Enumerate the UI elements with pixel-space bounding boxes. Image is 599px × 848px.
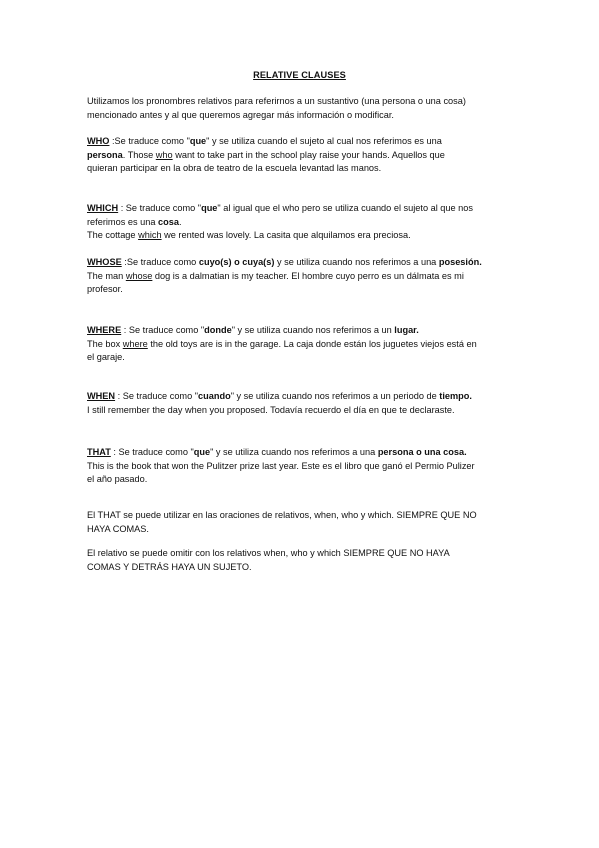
note-1-line-2: HAYA COMAS. (87, 523, 149, 534)
whose-line-1: WHOSE :Se traduce como cuyo(s) o cuya(s) y se utiliza cuando nos referimos a una posesión. (87, 257, 482, 267)
who-line-3: quieran participar en la obra de teatro de la escuela levantad las manos. (87, 163, 382, 174)
whose-section (87, 256, 517, 297)
that-keyword: THAT (87, 447, 111, 457)
where-keyword: WHERE (87, 325, 122, 335)
who-line-1: WHO :Se traduce como "que" y se utiliza cuando el sujeto al cual nos referimos es una (87, 136, 442, 146)
whose-line-3: profesor. (87, 284, 123, 295)
intro-paragraph (87, 95, 517, 122)
when-line-2: I still remember the day when you proposed. Todavía recuerdo el día en que te declaraste. (87, 404, 455, 415)
which-line-3: The cottage which we rented was lovely. La casita que alquilamos era preciosa. (87, 230, 411, 241)
who-keyword: WHO (87, 136, 110, 146)
when-section (87, 390, 517, 417)
who-line-2: persona. Those who want to take part in the school play raise your hands. Aquellos que (87, 149, 445, 160)
which-keyword: WHICH (87, 203, 119, 213)
that-line-2: This is the book that won the Pulitzer prize last year. Este es el libro que ganó el Permio Pulizer (87, 460, 475, 471)
intro-line-1: Utilizamos los pronombres relativos para referirnos a un sustantivo (una persona o una cosa) (87, 96, 466, 106)
which-line-1: WHICH : Se traduce como "que" al igual que el who pero se utiliza cuando el sujeto al que nos (87, 203, 473, 213)
where-line-1: WHERE : Se traduce como "donde" y se utiliza cuando nos referimos a un lugar. (87, 325, 419, 335)
note-1-line-1: El THAT se puede utilizar en las oraciones de relativos, when, who y which. SIEMPRE QUE NO (87, 510, 477, 520)
who-section (87, 135, 517, 176)
that-line-1: THAT : Se traduce como "que" y se utiliza cuando nos referimos a una persona o una cosa. (87, 447, 467, 457)
note-that-usage (87, 509, 517, 536)
whose-keyword: WHOSE (87, 257, 122, 267)
note-2-line-2: COMAS Y DETRÁS HAYA UN SUJETO. (87, 561, 252, 572)
which-line-2: referimos es una cosa. (87, 216, 182, 227)
note-2-line-1: El relativo se puede omitir con los relativos when, who y which SIEMPRE QUE NO HAYA (87, 548, 450, 558)
when-keyword: WHEN (87, 391, 116, 401)
intro-line-2: mencionado antes y al que queremos agregar más información o modificar. (87, 109, 394, 120)
where-line-2: The box where the old toys are is in the garage. La caja donde están los juguetes viejos está en (87, 338, 477, 349)
which-section (87, 202, 517, 243)
when-line-1: WHEN : Se traduce como "cuando" y se utiliza cuando nos referimos a un periodo de tiempo. (87, 391, 472, 401)
where-line-3: el garaje. (87, 352, 125, 363)
that-line-3: el año pasado. (87, 474, 148, 485)
note-omission (87, 547, 517, 574)
whose-line-2: The man whose dog is a dalmatian is my teacher. El hombre cuyo perro es un dálmata es mi (87, 270, 464, 281)
where-section (87, 324, 517, 365)
page-title: RELATIVE CLAUSES (253, 70, 346, 80)
that-section (87, 446, 517, 487)
